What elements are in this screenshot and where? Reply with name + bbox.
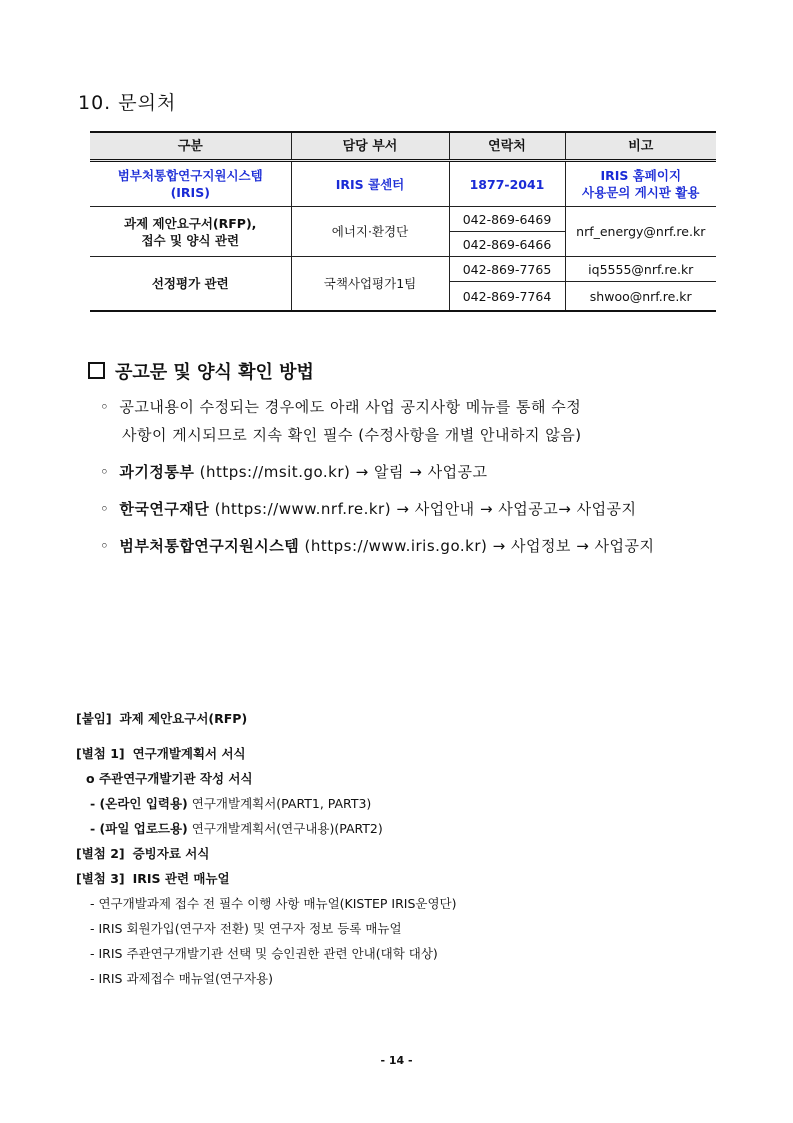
attachment-subheading xyxy=(86,769,253,787)
bullet-icon: ◦ xyxy=(100,463,110,481)
item-label: - (온라인 입력용) xyxy=(90,796,188,811)
phone-cell: 042-869-6469 xyxy=(449,207,565,232)
category-text: (IRIS) xyxy=(170,185,210,200)
site-path: → 사업정보 → 사업공지 xyxy=(492,537,655,555)
bullet-icon: ◦ xyxy=(100,500,110,518)
bullet-icon: ◦ xyxy=(100,537,110,555)
header-category: 구분 xyxy=(90,132,291,161)
notice-title: 공고문 및 양식 확인 방법 xyxy=(115,362,314,383)
notice-item xyxy=(100,498,637,519)
header-note: 비고 xyxy=(565,132,716,161)
attachment-line xyxy=(76,709,247,727)
item-text: 연구개발계획서(PART1, PART3) xyxy=(191,796,372,811)
email-cell: shwoo@nrf.re.kr xyxy=(565,282,716,312)
note-text: IRIS 홈페이지 xyxy=(600,168,682,183)
attachment-line xyxy=(76,744,246,762)
attachment-subtitle: o 주관연구개발기관 작성 서식 xyxy=(86,771,253,786)
manual-item: - IRIS 과제접수 매뉴얼(연구자용) xyxy=(90,971,274,986)
attachment-title: IRIS 관련 매뉴얼 xyxy=(132,871,230,886)
attachment-tag: [붙임] xyxy=(76,711,112,726)
attachment-tag: [별첨 2] xyxy=(76,846,125,861)
page-number: - 14 - xyxy=(380,1054,413,1067)
category-cell xyxy=(90,207,291,257)
phone-cell: 042-869-6466 xyxy=(449,232,565,257)
notice-heading xyxy=(88,358,314,384)
site-name: 범부처통합연구지원시스템 xyxy=(119,537,300,555)
site-path: → 알림 → 사업공고 xyxy=(355,463,488,481)
email-cell: nrf_energy@nrf.re.kr xyxy=(565,207,716,257)
phone-cell: 1877-2041 xyxy=(449,161,565,207)
table-header-row xyxy=(90,132,716,161)
category-text: 과제 제안요구서(RFP), xyxy=(124,215,257,231)
dept-cell: 에너지·환경단 xyxy=(291,207,449,257)
notice-item xyxy=(100,461,488,482)
site-name: 과기정통부 xyxy=(119,463,195,481)
attachment-line xyxy=(76,844,209,862)
checkbox-square-icon xyxy=(88,362,105,379)
notice-item xyxy=(100,535,655,556)
site-name: 한국연구재단 xyxy=(119,500,210,518)
category-text: 접수 및 양식 관련 xyxy=(141,232,240,248)
attachment-tag: [별첨 1] xyxy=(76,746,125,761)
item-text: 연구개발계획서(연구내용)(PART2) xyxy=(191,821,383,836)
note-text: 사용문의 게시판 활용 xyxy=(582,185,700,200)
manual-item: - 연구개발과제 접수 전 필수 이행 사항 매뉴얼(KISTEP IRIS운영단) xyxy=(90,896,457,911)
site-url[interactable]: (https://www.iris.go.kr) xyxy=(304,537,488,555)
attachment-tag: [별첨 3] xyxy=(76,871,125,886)
attachment-title: 연구개발계획서 서식 xyxy=(132,746,246,761)
attachment-title: 과제 제안요구서(RFP) xyxy=(119,711,248,726)
item-label: - (파일 업로드용) xyxy=(90,821,188,836)
attachment-item xyxy=(90,794,371,812)
phone-cell: 042-869-7764 xyxy=(449,282,565,312)
category-text: 범부처통합연구지원시스템 xyxy=(117,168,263,183)
header-contact: 연락처 xyxy=(449,132,565,161)
site-path: → 사업안내 → 사업공고→ 사업공지 xyxy=(396,500,637,518)
attachment-title: 증빙자료 서식 xyxy=(132,846,210,861)
table-row xyxy=(90,257,716,282)
email-cell: iq5555@nrf.re.kr xyxy=(565,257,716,282)
attachment-line xyxy=(76,869,230,887)
site-url[interactable]: (https://msit.go.kr) xyxy=(199,463,351,481)
note-cell xyxy=(565,161,716,207)
phone-cell: 042-869-7765 xyxy=(449,257,565,282)
notice-item-continued: 사항이 게시되므로 지속 확인 필수 (수정사항을 개별 안내하지 않음) xyxy=(122,426,582,444)
manual-item: - IRIS 주관연구개발기관 선택 및 승인권한 관련 안내(대학 대상) xyxy=(90,946,438,961)
contact-table xyxy=(90,131,716,312)
dept-cell: 국책사업평가1팀 xyxy=(291,257,449,312)
table-row xyxy=(90,207,716,232)
notice-item xyxy=(100,396,581,417)
header-dept: 담당 부서 xyxy=(291,132,449,161)
category-cell: 선정평가 관련 xyxy=(90,257,291,312)
attachment-item xyxy=(90,819,383,837)
dept-cell: IRIS 콜센터 xyxy=(291,161,449,207)
table-row xyxy=(90,161,716,207)
bullet-icon: ◦ xyxy=(100,398,110,416)
site-url[interactable]: (https://www.nrf.re.kr) xyxy=(214,500,392,518)
notice-text: 공고내용이 수정되는 경우에도 아래 사업 공지사항 메뉴를 통해 수정 xyxy=(119,398,582,416)
category-cell xyxy=(90,161,291,207)
manual-item: - IRIS 회원가입(연구자 전환) 및 연구자 정보 등록 매뉴얼 xyxy=(90,921,402,936)
section-title: 10. 문의처 xyxy=(78,92,177,114)
